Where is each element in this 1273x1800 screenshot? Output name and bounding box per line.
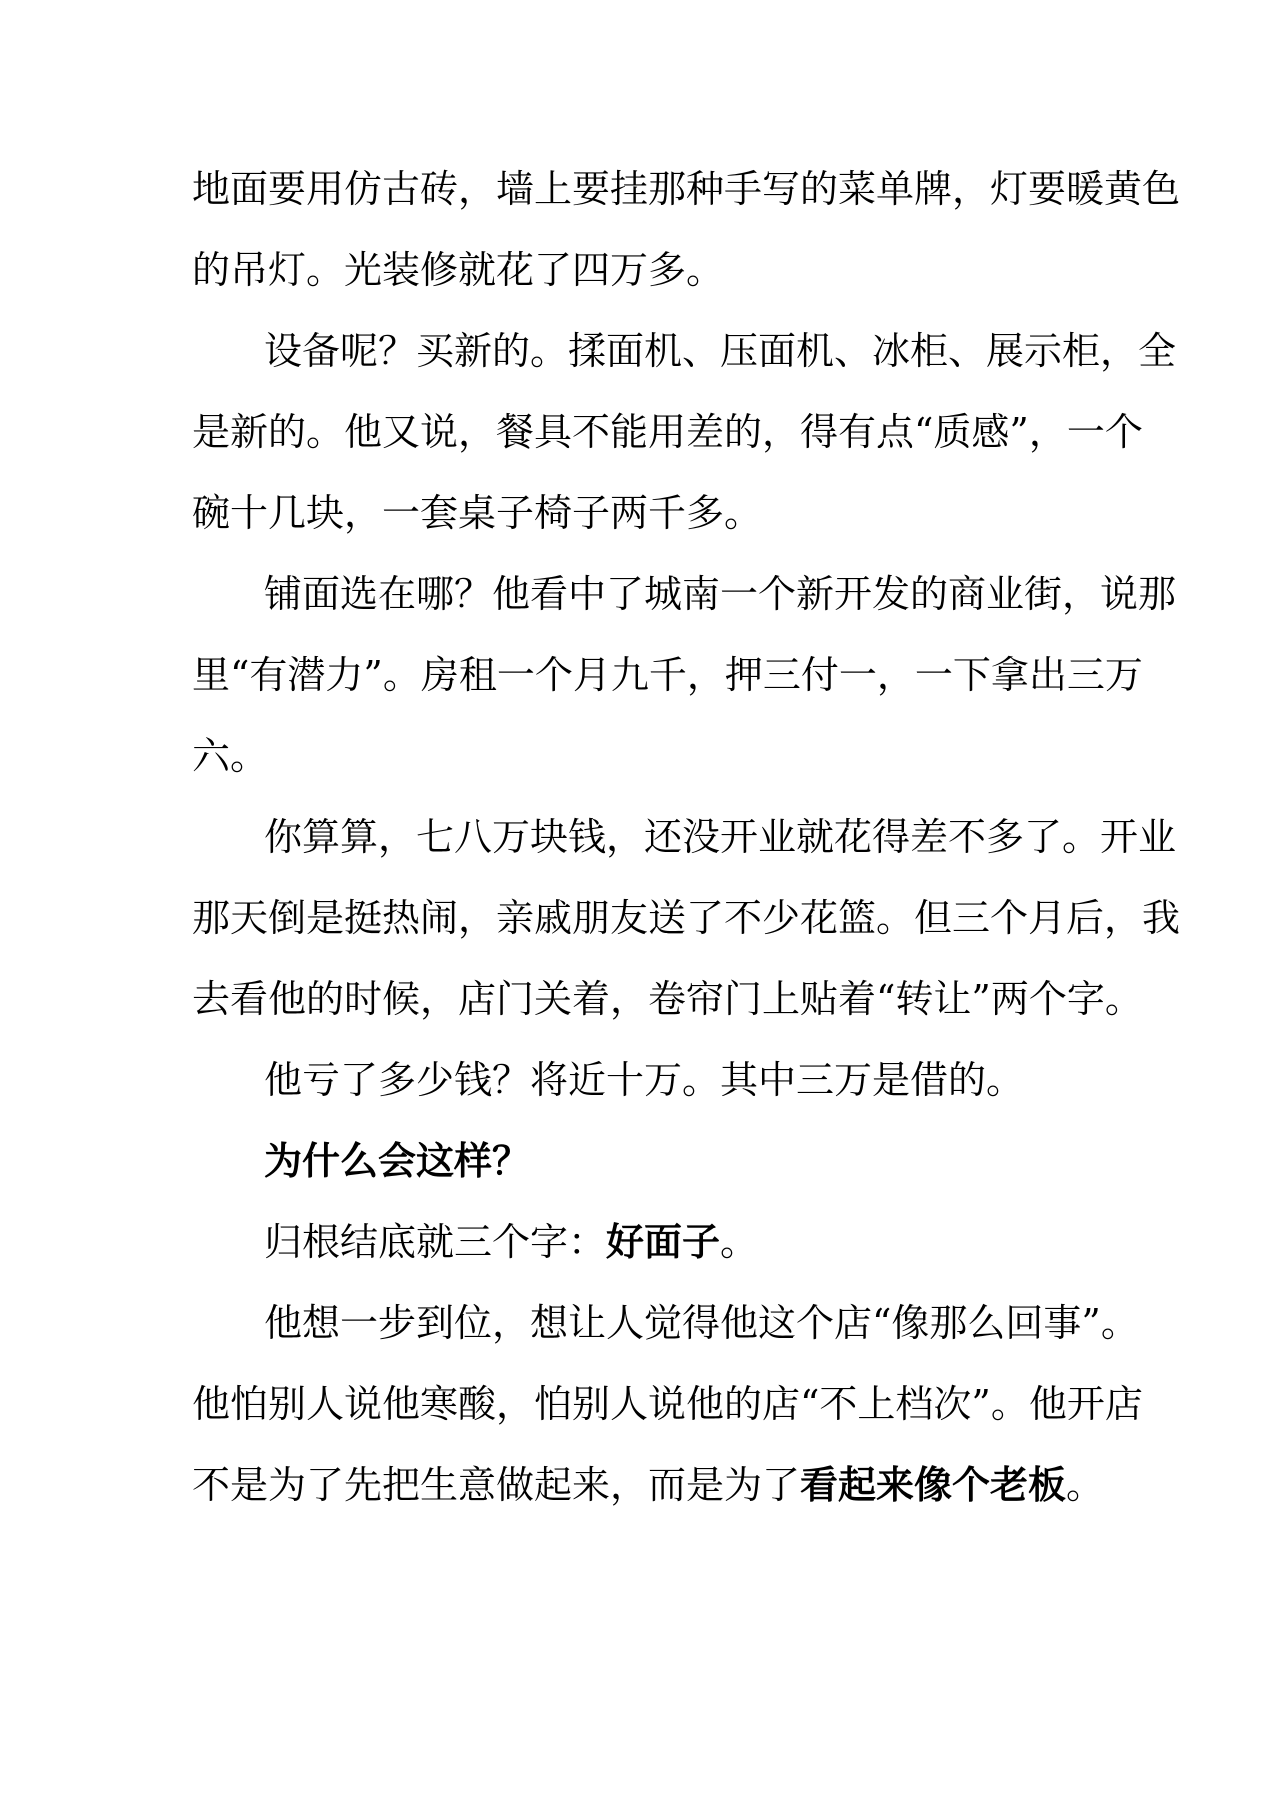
text-line [192,405,1143,486]
text-segment: 去看他的时候，店门关着，卷帘门上贴着“转让”两个字。 [192,977,1143,1021]
bold-text: 为什么会这样？ [264,1138,531,1183]
paragraph-first-line [192,1296,1139,1377]
text-line [192,891,1181,972]
text-line [192,243,1092,324]
paragraph-first-line [192,324,1177,405]
text-segment: 归根结底就三个字： [264,1220,607,1264]
text-segment: 。 [720,1220,759,1264]
text-segment: 里“有潜力”。房租一个月九千，押三付一，一下拿出三万 [192,653,1143,697]
text-segment: 。 [1066,1463,1105,1507]
body-text [192,162,1181,1539]
text-segment: 地面要用仿古砖，墙上要挂那种手写的菜单牌，灯要暖黄色 [192,167,1181,211]
text-line [192,648,1143,729]
text-segment: 是新的。他又说，餐具不能用差的，得有点“质感”，一个 [192,410,1143,454]
text-segment: 他想一步到位，想让人觉得他这个店“像那么回事”。 [264,1301,1139,1345]
text-segment: 他亏了多少钱？将近十万。其中三万是借的。 [264,1058,1025,1102]
text-segment: 铺面选在哪？他看中了城南一个新开发的商业街，说那 [264,572,1177,616]
bold-text: 好面子 [606,1219,721,1264]
text-segment: 的吊灯。光装修就花了四万多。 [192,248,725,292]
paragraph-first-line [192,567,1177,648]
text-line [192,1458,1105,1539]
paragraph-first-line [192,810,1177,891]
text-segment: 他怕别人说他寒酸，怕别人说他的店“不上档次”。他开店 [192,1382,1143,1426]
text-line [192,972,1143,1053]
paragraph-first-line [192,1053,1092,1134]
text-segment: 六。 [192,734,269,778]
text-segment: 你算算，七八万块钱，还没开业就花得差不多了。开业 [264,815,1177,859]
text-segment: 设备呢？买新的。揉面机、压面机、冰柜、展示柜，全 [264,329,1177,373]
text-line [192,162,1181,243]
text-line [192,1377,1143,1458]
text-segment: 那天倒是挺热闹，亲戚朋友送了不少花篮。但三个月后，我 [192,896,1181,940]
text-line [192,486,1092,567]
text-line [192,729,1092,810]
paragraph-first-line [192,1134,1092,1215]
paragraph-first-line [192,1215,1092,1296]
text-segment: 碗十几块，一套桌子椅子两千多。 [192,491,763,535]
text-segment: 不是为了先把生意做起来，而是为了 [192,1463,801,1507]
bold-text: 看起来像个老板 [800,1462,1067,1507]
